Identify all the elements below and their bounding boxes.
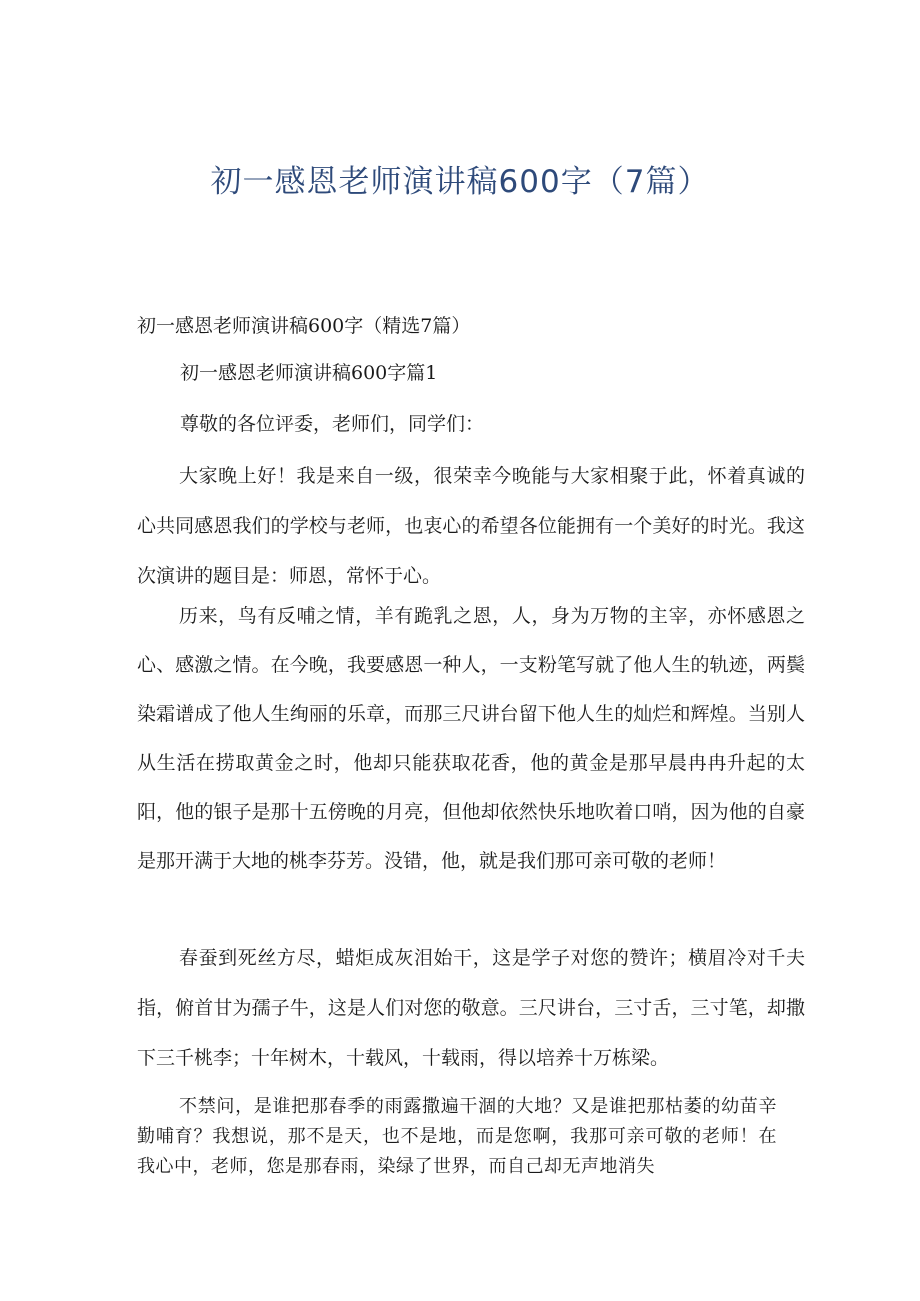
paragraph: 不禁问，是谁把那春季的雨露撒遍干涸的大地？又是谁把那枯萎的幼苗辛勤哺育？我想说，那不是天，也不是地，而是您啊，我那可亲可敬的老师！在我心中，老师，您是那春雨，染绿了世界，而自己却无声地消失 [137,1096,777,1177]
salutation: 尊敬的各位评委，老师们，同学们： [180,413,485,435]
paragraph: 历来，鸟有反哺之情，羊有跪乳之恩，人，身为万物的主宰，亦怀感恩之心、感激之情。在今晚，我要感恩一种人，一支粉笔写就了他人生的轨迹，两鬓染霜谱成了他人生绚丽的乐章，而那三尺讲台留下他人生的灿烂和辉煌。当别人从生活在捞取黄金之时，他却只能获取花香，他的黄金是那早晨冉冉升起的太阳，他的银子是那十五傍晚的月亮，但他却依然快乐地吹着口哨，因为他的自豪是那开满于大地的桃李芬芳。没错，他，就是我们那可亲可敬的老师！ [137,605,805,872]
paragraph: 大家晚上好！我是来自一级，很荣幸今晚能与大家相聚于此，怀着真诚的心共同感恩我们的学校与老师，也衷心的希望各位能拥有一个美好的时光。我这次演讲的题目是：师恩，常怀于心。 [137,465,805,587]
paragraph: 春蚕到死丝方尽，蜡炬成灰泪始干，这是学子对您的赞许；横眉冷对千夫指，俯首甘为孺子牛，这是人们对您的敬意。三尺讲台，三寸舌，三寸笔，却撒下三千桃李；十年树木，十载风，十载雨，得以培养十万栋梁。 [137,947,805,1069]
document-subtitle: 初一感恩老师演讲稿600字（精选7篇） [137,315,471,337]
document-title: 初一感恩老师演讲稿600字（7篇） [210,164,710,200]
section-heading: 初一感恩老师演讲稿600字篇1 [180,362,438,384]
